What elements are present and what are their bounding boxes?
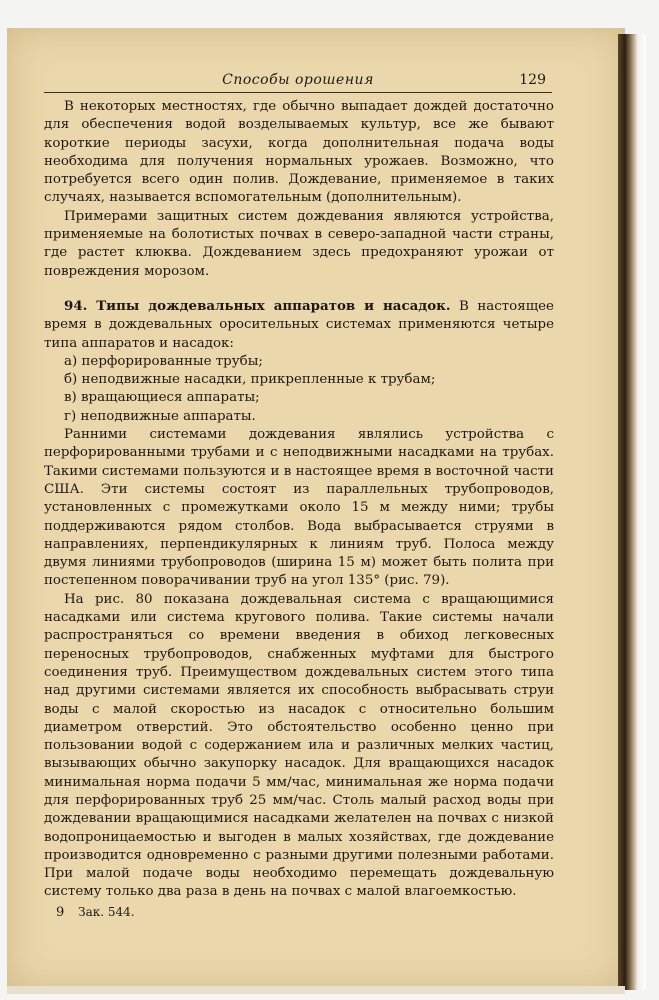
paragraph-protective-systems: Примерами защитных систем дождевания являются устройства, применяемые на болотистых почвах в северо-западной части страны, где растет клюква. Дождеванием здесь предохраняют урожаи от повреждения морозом. bbox=[44, 208, 554, 279]
list-item: г) неподвижные аппараты. bbox=[64, 408, 256, 424]
page-number: 129 bbox=[519, 72, 546, 88]
body-text bbox=[44, 98, 554, 902]
page-header bbox=[44, 70, 552, 93]
signature-mark: 9 bbox=[56, 905, 65, 920]
running-head: Способы орошения bbox=[222, 72, 374, 88]
list-item: в) вращающиеся аппараты; bbox=[64, 390, 260, 406]
paragraph-early-systems: Ранними системами дождевания являлись устройства с перфорированными трубами и с неподвижными насадками на трубах. Такими системами пользуются и в настоящее время в восточной части США. Эти системы состоят из параллельных трубопроводов, установленных с промежутками около 15 м между ними; трубы поддерживаются рядом столбов. Вода выбрасывается струями в направлениях, перпендикулярных к линиям труб. Полоса между двумя линиями трубопроводов (ширина 15 м) может быть полита при постепенном поворачивании труб на угол 135° (рис. 79). bbox=[44, 427, 554, 589]
paragraph-supplementary-irrigation: В некоторых местностях, где обычно выпадает дождей достаточно для обеспечения водой возделываемых культур, все же бывают короткие периоды засухи, когда дополнительная подача воды необходима для получения нормальных урожаев. Возможно, что потребуется всего один полив. Дождевание, применяемое в таких случаях, называется вспомогательным (дополнительным). bbox=[44, 99, 554, 206]
print-order: Зак. 544. bbox=[78, 905, 135, 919]
list-item: а) перфорированные трубы; bbox=[64, 353, 263, 369]
list-item: б) неподвижные насадки, прикрепленные к трубам; bbox=[64, 372, 436, 388]
section-intro-text: В настоящее время в дождевальных оросительных системах применяются четыре типа аппаратов и насадок: bbox=[44, 298, 554, 351]
page-footer bbox=[56, 905, 135, 920]
section-heading: 94. Типы дождевальных аппаратов и насадок. bbox=[64, 297, 451, 314]
page-bottom-edge bbox=[7, 986, 625, 994]
section-gap bbox=[44, 281, 554, 297]
book-spine bbox=[618, 34, 646, 990]
section-94-intro bbox=[44, 297, 554, 353]
apparatus-type-list bbox=[44, 353, 554, 426]
paragraph-rotating-nozzles: На рис. 80 показана дождевальная система с вращающимися насадками или система кругового полива. Такие системы начали распространяться со времени введения в обиход легковесных переносных трубопроводов, снабженных муфтами для быстрого соединения труб. Преимуществом дождевальных систем этого типа над другими системами является их способность выбрасывать струи воды с малой скоростью из насадок с относительно большим диаметром отверстий. Это обстоятельство особенно ценно при пользовании водой с содержанием ила и различных мелких частиц, вызывающих обычно закупорку насадок. Для вращающихся насадок минимальная норма подачи 5 мм/час, минимальная же норма подачи для перфорированных труб 25 мм/час. Столь малый расход воды при дождевании вращающимися насадками желателен на почвах с низкой водопроницаемостью и выгоден в малых хозяйствах, где дождевание производится одновременно с разными другими полезными работами. При малой подаче воды необходимо перемещать дождевальную систему только два раза в день на почвах с малой влагоемкостью. bbox=[44, 591, 554, 900]
